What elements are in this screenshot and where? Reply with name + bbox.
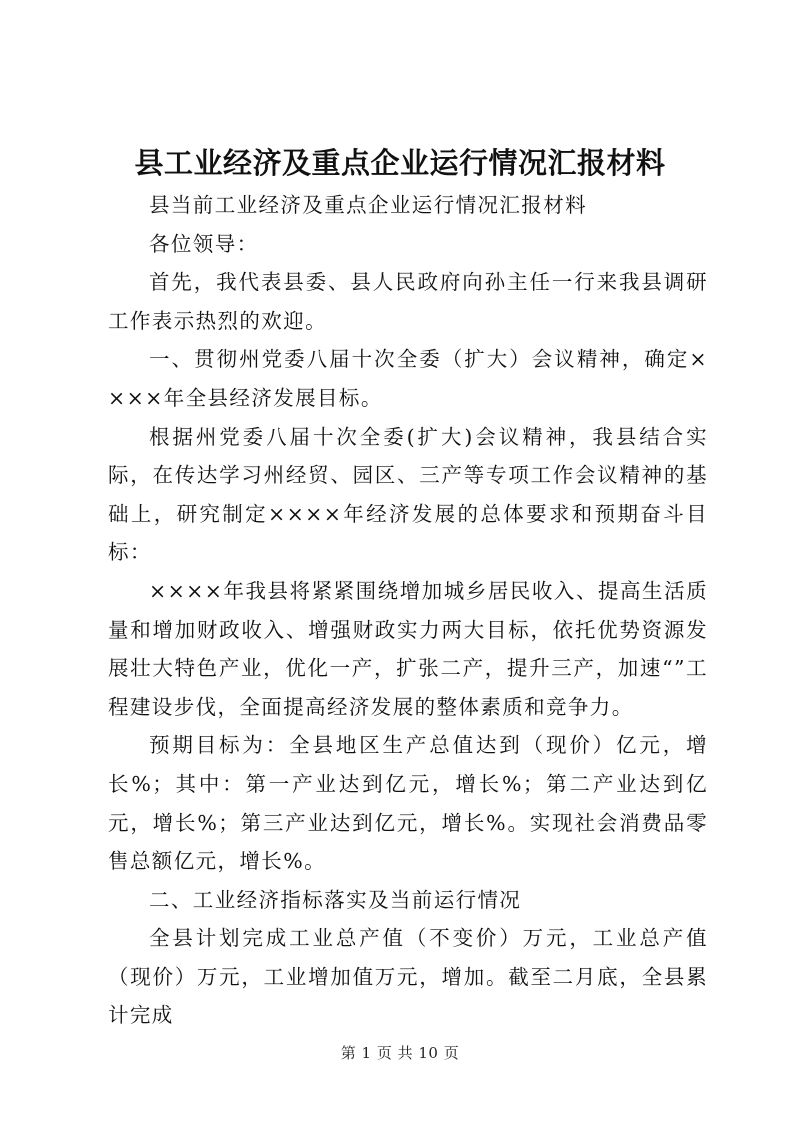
- document-body: [108, 186, 708, 1035]
- document-title: 县工业经济及重点企业运行情况汇报材料: [134, 146, 666, 180]
- subtitle-paragraph: 县当前工业经济及重点企业运行情况汇报材料: [149, 193, 587, 217]
- section-heading-one: 一、贯彻州党委八届十次全委（扩大）会议精神，确定××××年全县经济发展目标。: [108, 347, 708, 410]
- body-paragraph: 根据州党委八届十次全委(扩大)会议精神，我县结合实际，在传达学习州经贸、园区、三产等专项工作会议精神的基础上，研究制定××××年经济发展的总体要求和预期奋斗目标：: [108, 424, 708, 565]
- welcome-paragraph: 首先，我代表县委、县人民政府向孙主任一行来我县调研工作表示热烈的欢迎。: [108, 270, 708, 333]
- page-number-footer: 第 1 页 共 10 页: [340, 1044, 460, 1062]
- salutation-paragraph: 各位领导：: [149, 231, 259, 256]
- section-heading-two: 二、工业经济指标落实及当前运行情况: [149, 887, 522, 912]
- body-paragraph: 全县计划完成工业总产值（不变价）万元，工业总产值（现价）万元，工业增加值万元，增加。截至二月底，全县累计完成: [108, 926, 708, 1028]
- body-paragraph: ××××年我县将紧紧围绕增加城乡居民收入、提高生活质量和增加财政收入、增强财政实力两大目标，依托优势资源发展壮大特色产业，优化一产，扩张二产，提升三产，加速“”工程建设步伐，全面提高经济发展的整体素质和竞争力。: [108, 578, 708, 719]
- targets-paragraph: 预期目标为：全县地区生产总值达到（现价）亿元，增长%；其中：第一产业达到亿元，增长%；第二产业达到亿元，增长%；第三产业达到亿元，增长%。实现社会消费品零售总额亿元，增长%。: [108, 733, 708, 874]
